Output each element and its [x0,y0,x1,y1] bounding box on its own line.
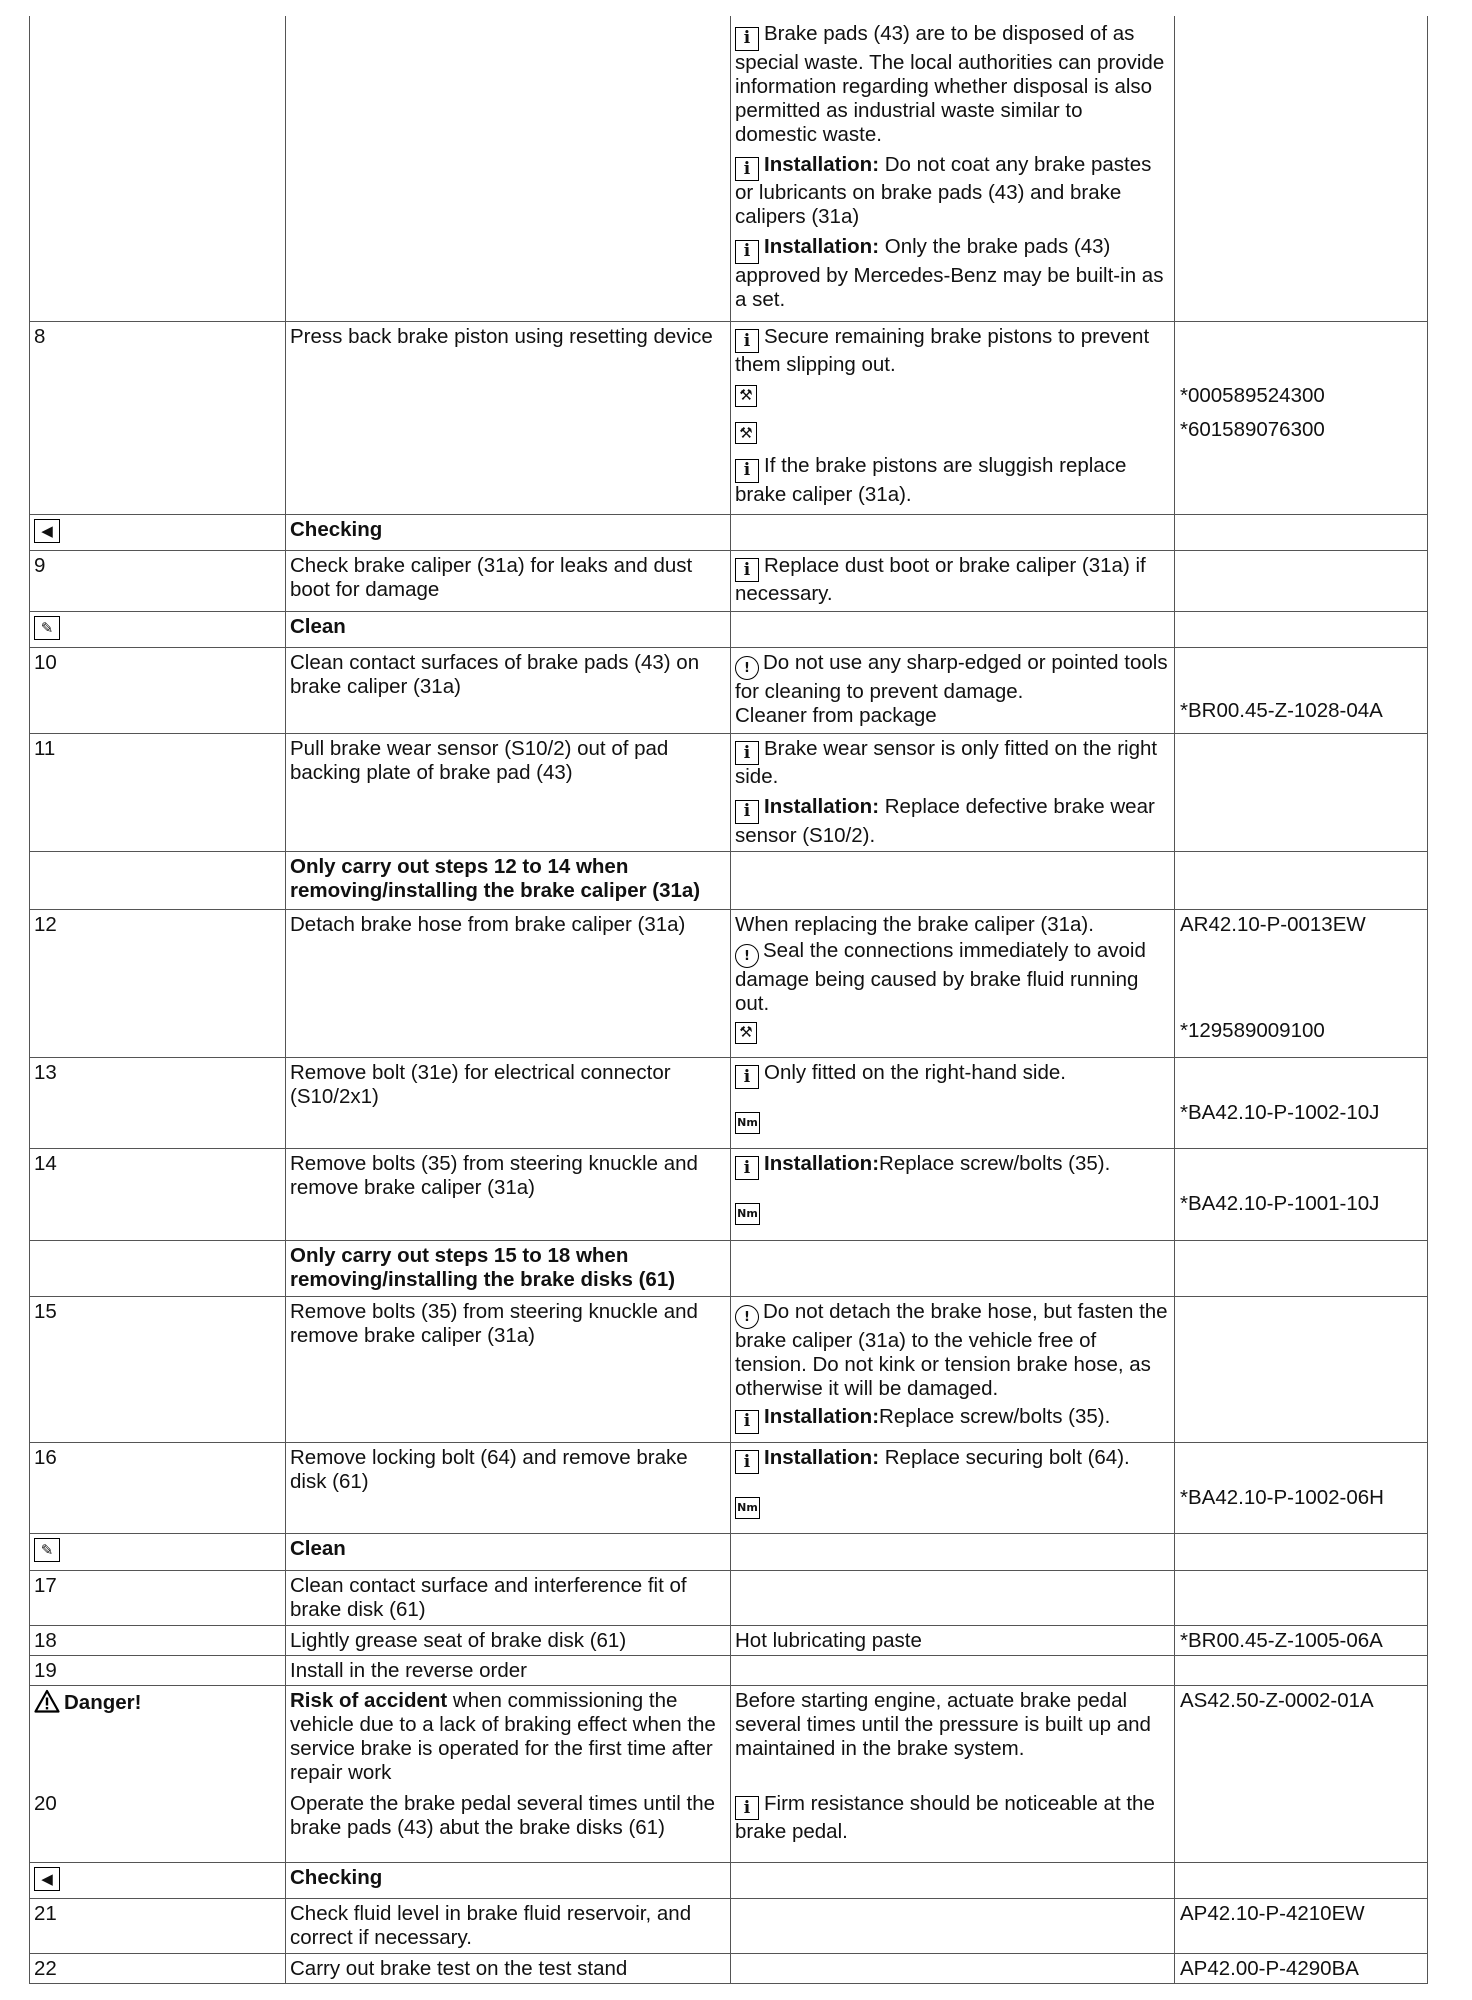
torque-reference[interactable]: *BA42.10-P-1002-10J [1180,1100,1380,1124]
info-icon: i [735,329,759,353]
section-header-row [30,611,1428,647]
step-text-cell [286,16,731,321]
subsection-row [30,1240,1428,1296]
table-row [30,1442,1428,1533]
reference-cell [1175,1148,1428,1240]
reference-cell [1175,16,1428,321]
table-row [30,1057,1428,1148]
section-header-row [30,1533,1428,1570]
section-title: Checking [286,1862,731,1898]
reference-cell [1175,1442,1428,1533]
info-icon: i [735,157,759,181]
step-text: Remove locking bolt (64) and remove brake disk (61) [286,1442,731,1533]
step-text: Carry out brake test on the test stand [286,1953,731,1983]
section-title: Checking [286,514,731,550]
table-row [30,1296,1428,1442]
notes-cell: i Secure remaining brake pistons to prevent them slipping out. ⚒ ⚒ i If the brake pistons are sluggish replace brake caliper (31a). [731,321,1175,514]
notes-cell: When replacing the brake caliper (31a). ! Seal the connections immediately to avoid damage being caused by brake fluid running out. ⚒ [731,909,1175,1057]
notes-cell: i Installation: Replace securing bolt (64). Nm [731,1442,1175,1533]
subsection-row [30,851,1428,909]
tool-reference[interactable]: *601589076300 [1180,417,1325,441]
section-title: Clean [286,1533,731,1570]
table-row [30,550,1428,611]
step-number: 10 [30,647,286,733]
section-header-row [30,514,1428,550]
step-text: Detach brake hose from brake caliper (31a) [286,909,731,1057]
step-text: Remove bolt (31e) for electrical connector (S10/2x1) [286,1057,731,1148]
step-text: Check fluid level in brake fluid reservoir, and correct if necessary. [286,1898,731,1953]
step-number-cell [30,16,286,321]
step-number: 13 [30,1057,286,1148]
notes-cell: Hot lubricating paste [731,1625,1175,1655]
table-row [30,647,1428,733]
notes-cell: ! Do not use any sharp-edged or pointed tools for cleaning to prevent damage. Cleaner from package [731,647,1175,733]
tool-reference[interactable]: *000589524300 [1180,383,1325,407]
caution-icon: ! [735,1305,759,1329]
step-number: 11 [30,733,286,851]
document-reference[interactable]: AP42.00-P-4290BA [1175,1953,1428,1983]
step-number: 18 [30,1625,286,1655]
section-header-row [30,1862,1428,1898]
danger-row: Danger! 20 Risk of accident when commissioning the vehicle due to a lack of braking effect when the service brake is operated for the first time after repair work Operate the brake pedal several times until the brake pads (43) abut the brake disks (61) Before starting engine, actuate brake pedal several times until the pressure is built up and maintained in the brake system. i Firm resistance should be noticeable at the brake pedal. AS42.50-Z-0002-01A [30,1685,1428,1862]
torque-reference[interactable]: *BA42.10-P-1001-10J [1180,1191,1380,1215]
document-reference[interactable]: *BR00.45-Z-1028-04A [1180,698,1383,722]
step-number: 16 [30,1442,286,1533]
step-number: 19 [30,1655,286,1685]
table-row [30,1625,1428,1655]
notes-cell: ! Do not detach the brake hose, but fasten the brake caliper (31a) to the vehicle free of tension. Do not kink or tension brake hose, as otherwise it will be damaged. i Installation:Replace screw/bolts (35). [731,1296,1175,1442]
notes-cell: i Only fitted on the right-hand side. Nm [731,1057,1175,1148]
tool-icon: ⚒ [735,422,757,444]
info-icon: i [735,1796,759,1820]
info-icon: i [735,1065,759,1089]
table-row [30,1655,1428,1685]
section-title: Clean [286,611,731,647]
notes-cell: i Brake wear sensor is only fitted on the right side. i Installation: Replace defective brake wear sensor (S10/2). [731,733,1175,851]
step-text: Press back brake piston using resetting device [286,321,731,514]
table-row [30,16,1428,321]
step-number: 12 [30,909,286,1057]
step-number: 17 [30,1570,286,1625]
torque-icon: Nm [735,1497,760,1519]
info-icon: i [735,27,759,51]
table-row [30,321,1428,514]
table-row [30,1570,1428,1625]
step-text: Clean contact surfaces of brake pads (43) on brake caliper (31a) [286,647,731,733]
clean-icon: ✎ [34,616,60,640]
step-text: Check brake caliper (31a) for leaks and dust boot for damage [286,550,731,611]
tool-icon: ⚒ [735,1022,757,1044]
step-text: Lightly grease seat of brake disk (61) [286,1625,731,1655]
table-row [30,1898,1428,1953]
info-icon: i [735,1410,759,1434]
reference-cell [1175,321,1428,514]
table-row [30,1953,1428,1983]
info-icon: i [735,240,759,264]
document-reference[interactable]: AR42.10-P-0013EW [1180,912,1366,936]
checking-icon: ◀ [34,1867,60,1891]
torque-reference[interactable]: *BA42.10-P-1002-06H [1180,1485,1384,1509]
table-row [30,1148,1428,1240]
danger-label: Danger! [64,1690,142,1714]
step-number: 20 [34,1791,57,1815]
caution-icon: ! [735,944,759,968]
subsection-title: Only carry out steps 15 to 18 when removing/installing the brake disks (61) [286,1240,731,1296]
tool-icon: ⚒ [735,385,757,407]
notes-cell: i Replace dust boot or brake caliper (31a) if necessary. [731,550,1175,611]
table-row [30,909,1428,1057]
clean-icon: ✎ [34,1538,60,1562]
info-icon: i [735,1156,759,1180]
table-row [30,733,1428,851]
torque-icon: Nm [735,1112,760,1134]
document-reference[interactable]: AP42.10-P-4210EW [1175,1898,1428,1953]
document-reference[interactable]: *BR00.45-Z-1005-06A [1175,1625,1428,1655]
step-number: 8 [30,321,286,514]
step-number: 15 [30,1296,286,1442]
info-icon: i [735,1450,759,1474]
caution-icon: ! [735,656,759,680]
reference-cell [1175,647,1428,733]
info-icon: i [735,800,759,824]
checking-icon: ◀ [34,519,60,543]
step-number: 14 [30,1148,286,1240]
step-number: 21 [30,1898,286,1953]
reference-cell [1175,1057,1428,1148]
step-text: Remove bolts (35) from steering knuckle and remove brake caliper (31a) [286,1296,731,1442]
step-text: Pull brake wear sensor (S10/2) out of pad backing plate of brake pad (43) [286,733,731,851]
info-icon: i [735,741,759,765]
subsection-title: Only carry out steps 12 to 14 when removing/installing the brake caliper (31a) [286,851,731,909]
step-text: Install in the reverse order [286,1655,731,1685]
step-number: 22 [30,1953,286,1983]
document-reference[interactable]: AS42.50-Z-0002-01A [1180,1688,1374,1712]
step-text: Operate the brake pedal several times until the brake pads (43) abut the brake disks (61) [290,1791,716,1839]
warning-triangle-icon [34,1689,60,1713]
step-text: Remove bolts (35) from steering knuckle and remove brake caliper (31a) [286,1148,731,1240]
procedure-table [29,16,1428,1984]
tool-reference[interactable]: *129589009100 [1180,1018,1325,1042]
torque-icon: Nm [735,1203,760,1225]
info-icon: i [735,459,759,483]
reference-cell [1175,909,1428,1057]
info-icon: i [735,558,759,582]
step-number: 9 [30,550,286,611]
notes-cell: i Brake pads (43) are to be disposed of as special waste. The local authorities can provide information regarding whether disposal is also permitted as industrial waste similar to domestic waste. i Installation: Do not coat any brake pastes or lubricants on brake pads (43) and brake calipers (31a) i Installation: Only the brake pads (43) approved by Mercedes-Benz may be built-in as a set. [731,16,1175,321]
step-text: Clean contact surface and interference fit of brake disk (61) [286,1570,731,1625]
notes-cell: i Installation:Replace screw/bolts (35). Nm [731,1148,1175,1240]
